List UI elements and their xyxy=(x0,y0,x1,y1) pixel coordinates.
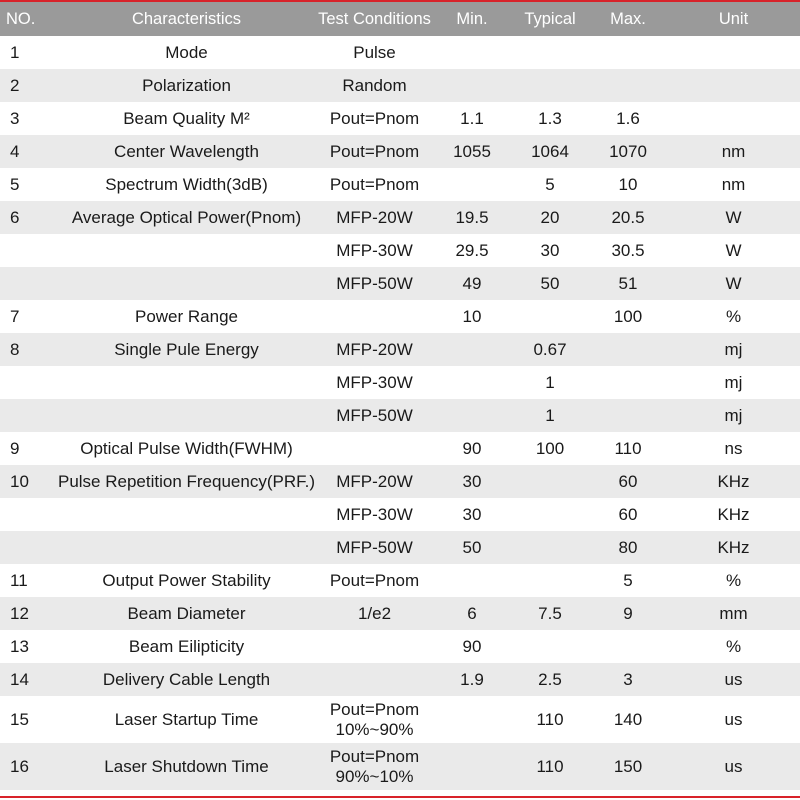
cell-typical xyxy=(511,630,589,663)
cell-max: 10 xyxy=(618,174,638,194)
cell-test-condition: MFP-20W xyxy=(316,333,433,366)
cell-test-condition: Pout=Pnom xyxy=(329,108,420,128)
cell-typical xyxy=(511,498,589,531)
cell-max xyxy=(589,630,667,663)
cell-unit xyxy=(667,102,800,135)
cell-no: 3 xyxy=(10,108,20,128)
test-condition-range: 90%~10% xyxy=(335,766,414,786)
cell-min xyxy=(433,399,511,432)
cell-typical xyxy=(511,36,589,69)
cell-characteristic: Beam Quality M² xyxy=(123,108,250,128)
cell-min xyxy=(433,36,511,69)
cell-max xyxy=(589,69,667,102)
cell-test-condition: MFP-30W xyxy=(336,504,413,524)
cell-min: 6 xyxy=(433,597,511,630)
cell-test-condition: Random xyxy=(316,69,433,102)
table-row xyxy=(0,267,800,300)
table-row xyxy=(0,300,800,333)
cell-characteristic: Single Pule Energy xyxy=(57,333,316,366)
test-condition-line: Pout=Pnom xyxy=(329,699,420,719)
cell-test-condition xyxy=(316,663,433,696)
cell-typical: 7.5 xyxy=(511,597,589,630)
cell-unit: mj xyxy=(724,372,743,392)
cell-max: 30.5 xyxy=(611,240,645,260)
cell-max: 5 xyxy=(623,570,633,590)
cell-typical: 0.67 xyxy=(511,333,589,366)
cell-no: 7 xyxy=(10,306,20,326)
cell-unit: mj xyxy=(667,333,800,366)
table-row xyxy=(0,597,800,630)
cell-no: 4 xyxy=(0,135,57,168)
cell-typical: 110 xyxy=(536,709,564,729)
cell-no xyxy=(0,399,57,432)
cell-no xyxy=(0,531,57,564)
cell-max: 1070 xyxy=(589,135,667,168)
cell-test-condition: MFP-20W xyxy=(316,465,433,498)
cell-unit: us xyxy=(667,743,800,790)
cell-test-condition: MFP-50W xyxy=(316,399,433,432)
cell-typical: 2.5 xyxy=(511,663,589,696)
cell-test-condition xyxy=(316,300,433,333)
cell-unit: W xyxy=(725,240,742,260)
cell-max xyxy=(589,399,667,432)
cell-min xyxy=(433,69,511,102)
table-row xyxy=(0,630,800,663)
cell-max: 140 xyxy=(613,709,643,729)
cell-typical: 1064 xyxy=(511,135,589,168)
cell-no: 12 xyxy=(0,597,57,630)
cell-max: 80 xyxy=(589,531,667,564)
cell-characteristic: Output Power Stability xyxy=(102,570,271,590)
table-row xyxy=(0,531,800,564)
cell-no xyxy=(0,267,57,300)
cell-test-condition: 1/e2 xyxy=(316,597,433,630)
header-test-conditions: Test Conditions xyxy=(316,1,433,36)
cell-characteristic: Beam Eilipticity xyxy=(128,636,245,656)
cell-characteristic: Laser Startup Time xyxy=(114,709,259,729)
cell-characteristic: Spectrum Width(3dB) xyxy=(105,174,268,194)
cell-min xyxy=(433,366,511,399)
cell-min: 29.5 xyxy=(455,240,489,260)
header-characteristics: Characteristics xyxy=(57,1,316,36)
cell-characteristic xyxy=(57,366,316,399)
cell-max: 9 xyxy=(589,597,667,630)
table-row xyxy=(0,663,800,696)
cell-unit: W xyxy=(667,267,800,300)
table-row xyxy=(0,168,800,201)
cell-typical xyxy=(511,531,589,564)
cell-test-condition xyxy=(316,696,433,743)
table-header xyxy=(0,1,800,36)
cell-max: 100 xyxy=(613,306,643,326)
cell-test-condition: MFP-50W xyxy=(316,267,433,300)
test-condition-line: Pout=Pnom xyxy=(329,746,420,766)
cell-test-condition: MFP-30W xyxy=(336,372,413,392)
cell-min xyxy=(433,168,511,201)
table-row xyxy=(0,564,800,597)
cell-characteristic xyxy=(57,531,316,564)
cell-test-condition: Pulse xyxy=(353,42,396,62)
cell-no: 14 xyxy=(0,663,57,696)
cell-min: 49 xyxy=(433,267,511,300)
cell-unit: KHz xyxy=(667,465,800,498)
cell-characteristic: Optical Pulse Width(FWHM) xyxy=(80,438,293,458)
cell-no: 2 xyxy=(0,69,57,102)
cell-min: 30 xyxy=(433,465,511,498)
cell-characteristic xyxy=(57,234,316,267)
cell-unit: % xyxy=(725,636,742,656)
table-row xyxy=(0,366,800,399)
cell-unit: us xyxy=(724,709,743,729)
cell-unit: KHz xyxy=(667,531,800,564)
cell-unit: us xyxy=(667,663,800,696)
cell-test-condition xyxy=(316,630,433,663)
cell-unit: % xyxy=(725,306,742,326)
cell-max: 60 xyxy=(618,504,638,524)
cell-min: 1.1 xyxy=(460,108,484,128)
table-row xyxy=(0,234,800,267)
table-row xyxy=(0,36,800,69)
cell-typical: 100 xyxy=(535,438,565,458)
cell-no: 9 xyxy=(10,438,20,458)
cell-test-condition: MFP-50W xyxy=(316,531,433,564)
cell-no: 8 xyxy=(0,333,57,366)
cell-max: 150 xyxy=(589,743,667,790)
cell-min: 1055 xyxy=(433,135,511,168)
cell-characteristic xyxy=(57,267,316,300)
cell-test-condition: Pout=Pnom xyxy=(316,135,433,168)
header-row xyxy=(0,1,800,36)
cell-no: 11 xyxy=(10,570,28,590)
cell-unit: % xyxy=(725,570,742,590)
cell-max xyxy=(589,333,667,366)
cell-unit: nm xyxy=(667,135,800,168)
table-row xyxy=(0,465,800,498)
cell-no: 1 xyxy=(10,42,20,62)
header-typical: Typical xyxy=(511,1,589,36)
table-row xyxy=(0,102,800,135)
cell-unit: mj xyxy=(667,399,800,432)
cell-min: 19.5 xyxy=(433,201,511,234)
header-min: Min. xyxy=(433,1,511,36)
cell-typical: 110 xyxy=(511,743,589,790)
cell-min: 30 xyxy=(462,504,482,524)
cell-max xyxy=(589,36,667,69)
cell-min xyxy=(433,333,511,366)
table-row xyxy=(0,399,800,432)
cell-no: 16 xyxy=(0,743,57,790)
cell-unit: W xyxy=(667,201,800,234)
cell-min: 50 xyxy=(433,531,511,564)
cell-min xyxy=(433,743,511,790)
table-row xyxy=(0,135,800,168)
cell-no: 13 xyxy=(10,636,29,656)
cell-characteristic: Mode xyxy=(165,42,208,62)
cell-typical: 1 xyxy=(511,399,589,432)
cell-min: 90 xyxy=(462,438,482,458)
table-row xyxy=(0,498,800,531)
cell-min: 10 xyxy=(462,306,482,326)
cell-max: 20.5 xyxy=(589,201,667,234)
cell-typical xyxy=(511,564,589,597)
cell-typical: 1.3 xyxy=(538,108,562,128)
cell-typical: 5 xyxy=(545,174,555,194)
cell-typical: 50 xyxy=(511,267,589,300)
cell-typical: 20 xyxy=(511,201,589,234)
cell-min: 90 xyxy=(462,636,482,656)
cell-no: 5 xyxy=(10,174,20,194)
cell-unit: mm xyxy=(667,597,800,630)
cell-characteristic xyxy=(57,399,316,432)
cell-no: 10 xyxy=(0,465,57,498)
cell-no: 15 xyxy=(10,709,29,729)
cell-no xyxy=(0,234,57,267)
header-unit: Unit xyxy=(667,1,800,36)
cell-test-condition: MFP-30W xyxy=(336,240,413,260)
cell-characteristic xyxy=(57,498,316,531)
cell-unit: KHz xyxy=(717,504,750,524)
cell-characteristic: Delivery Cable Length xyxy=(57,663,316,696)
header-no: NO. xyxy=(0,1,57,36)
bottom-rule xyxy=(0,796,800,798)
cell-test-condition: Pout=Pnom xyxy=(329,174,420,194)
cell-max: 3 xyxy=(589,663,667,696)
cell-typical xyxy=(511,69,589,102)
cell-characteristic: Polarization xyxy=(57,69,316,102)
header-max: Max. xyxy=(589,1,667,36)
cell-unit xyxy=(667,69,800,102)
cell-typical: 30 xyxy=(540,240,560,260)
cell-typical xyxy=(511,465,589,498)
cell-min: 1.9 xyxy=(433,663,511,696)
cell-characteristic: Pulse Repetition Frequency(PRF.) xyxy=(57,465,316,498)
cell-unit xyxy=(667,36,800,69)
cell-max: 51 xyxy=(589,267,667,300)
cell-test-condition xyxy=(316,743,433,790)
cell-min xyxy=(433,696,511,743)
cell-max: 60 xyxy=(589,465,667,498)
table-row xyxy=(0,69,800,102)
table-row xyxy=(0,333,800,366)
cell-characteristic: Center Wavelength xyxy=(57,135,316,168)
table-row xyxy=(0,432,800,465)
cell-no: 6 xyxy=(0,201,57,234)
cell-unit: nm xyxy=(721,174,746,194)
cell-characteristic: Beam Diameter xyxy=(57,597,316,630)
cell-no xyxy=(0,498,57,531)
cell-max: 110 xyxy=(614,438,642,458)
cell-max: 1.6 xyxy=(616,108,640,128)
cell-no xyxy=(0,366,57,399)
cell-test-condition xyxy=(316,432,433,465)
cell-typical xyxy=(511,300,589,333)
table-body xyxy=(0,36,800,790)
cell-typical: 1 xyxy=(545,372,555,392)
table-row xyxy=(0,743,800,790)
cell-test-condition: Pout=Pnom xyxy=(329,570,420,590)
cell-test-condition: MFP-20W xyxy=(316,201,433,234)
table-row xyxy=(0,696,800,743)
table-row xyxy=(0,201,800,234)
cell-characteristic: Average Optical Power(Pnom) xyxy=(57,201,316,234)
cell-characteristic: Laser Shutdown Time xyxy=(57,743,316,790)
cell-min xyxy=(433,564,511,597)
cell-unit: ns xyxy=(724,438,743,458)
cell-max xyxy=(589,366,667,399)
test-condition-range: 10%~90% xyxy=(335,719,414,739)
cell-characteristic: Power Range xyxy=(134,306,238,326)
